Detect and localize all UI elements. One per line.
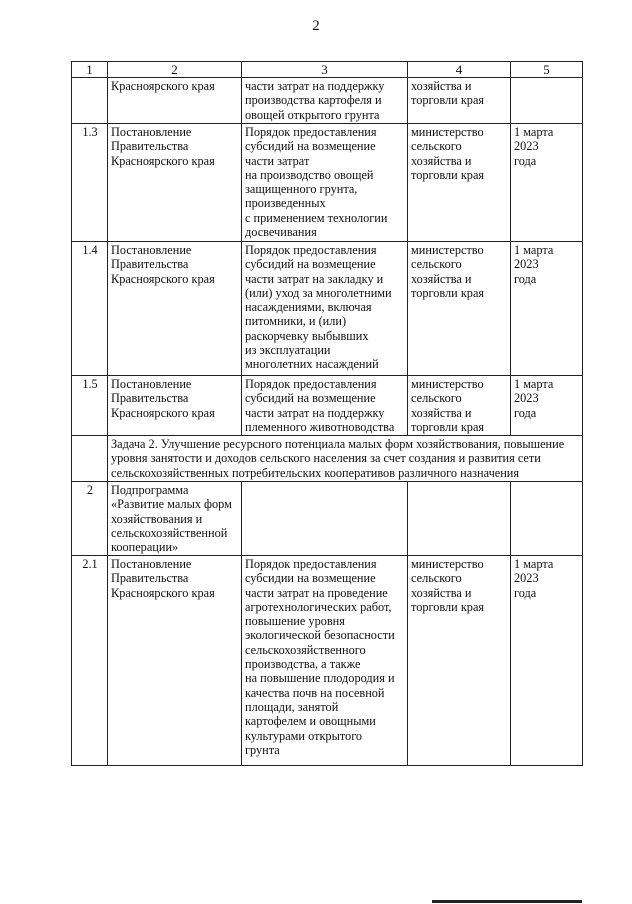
row-number (72, 78, 108, 124)
row-purpose (242, 482, 408, 556)
table-header-row (72, 62, 583, 78)
row-authority: министерство сельского хозяйства и торговли края (408, 556, 511, 766)
header-col-3: 3 (242, 62, 408, 78)
row-authority: министерство сельского хозяйства и торговли края (408, 376, 511, 436)
header-col-5: 5 (511, 62, 583, 78)
row-number: 2.1 (72, 556, 108, 766)
row-authority: министерство сельского хозяйства и торговли края (408, 242, 511, 376)
row-date (511, 78, 583, 124)
row-document: Постановление Правительства Красноярского края (108, 556, 242, 766)
row-document: Красноярского края (108, 78, 242, 124)
table-row (72, 124, 583, 242)
table-row (72, 376, 583, 436)
row-document: Постановление Правительства Красноярского края (108, 124, 242, 242)
row-date (511, 482, 583, 556)
task-2-heading: Задача 2. Улучшение ресурсного потенциала малых форм хозяйствования, повышение уровня занятости и доходов сельского населения за счет создания и развития сети сельскохозяйственных потребительских кооперативов различного назначения (108, 436, 583, 482)
table-row (72, 556, 583, 766)
row-date: 1 марта 2023 года (511, 242, 583, 376)
row-date: 1 марта 2023 года (511, 376, 583, 436)
header-col-2: 2 (108, 62, 242, 78)
row-purpose: Порядок предоставления субсидий на возмещение части затрат на закладку и (или) уход за многолетними насаждениями, включая питомники, и (или) раскорчевку выбывших из эксплуатации многолетних насаждений (242, 242, 408, 376)
row-document: Подпрограмма «Развитие малых форм хозяйствования и сельскохозяйственной кооперации» (108, 482, 242, 556)
row-purpose: Порядок предоставления субсидии на возмещение части затрат на проведение агротехнологических работ, повышение уровня экологической безопасности сельскохозяйственного производства, а также на повышение плодородия и качества почв на посевной площади, занятой картофелем и овощными культурами открытого грунта (242, 556, 408, 766)
header-col-4: 4 (408, 62, 511, 78)
row-document: Постановление Правительства Красноярского края (108, 376, 242, 436)
row-authority: министерство сельского хозяйства и торговли края (408, 124, 511, 242)
row-document: Постановление Правительства Красноярского края (108, 242, 242, 376)
row-purpose: части затрат на поддержку производства картофеля и овощей открытого грунта (242, 78, 408, 124)
row-number: 1.3 (72, 124, 108, 242)
row-authority (408, 482, 511, 556)
header-col-1: 1 (72, 62, 108, 78)
page-number: 2 (312, 18, 320, 34)
task-row (72, 436, 583, 482)
row-number: 2 (72, 482, 108, 556)
row-number: 1.5 (72, 376, 108, 436)
row-authority: хозяйства и торговли края (408, 78, 511, 124)
schedule-table (71, 61, 583, 766)
table-row (72, 78, 583, 124)
row-purpose: Порядок предоставления субсидий на возмещение части затрат на производство овощей защищенного грунта, произведенных с применением технологии досвечивания (242, 124, 408, 242)
subprogram-row (72, 482, 583, 556)
row-purpose: Порядок предоставления субсидий на возмещение части затрат на поддержку племенного животноводства (242, 376, 408, 436)
task-row-number-cell (72, 436, 108, 482)
row-date: 1 марта 2023 года (511, 124, 583, 242)
row-date: 1 марта 2023 года (511, 556, 583, 766)
row-number: 1.4 (72, 242, 108, 376)
table-row (72, 242, 583, 376)
scan-edge-mark (432, 900, 582, 903)
